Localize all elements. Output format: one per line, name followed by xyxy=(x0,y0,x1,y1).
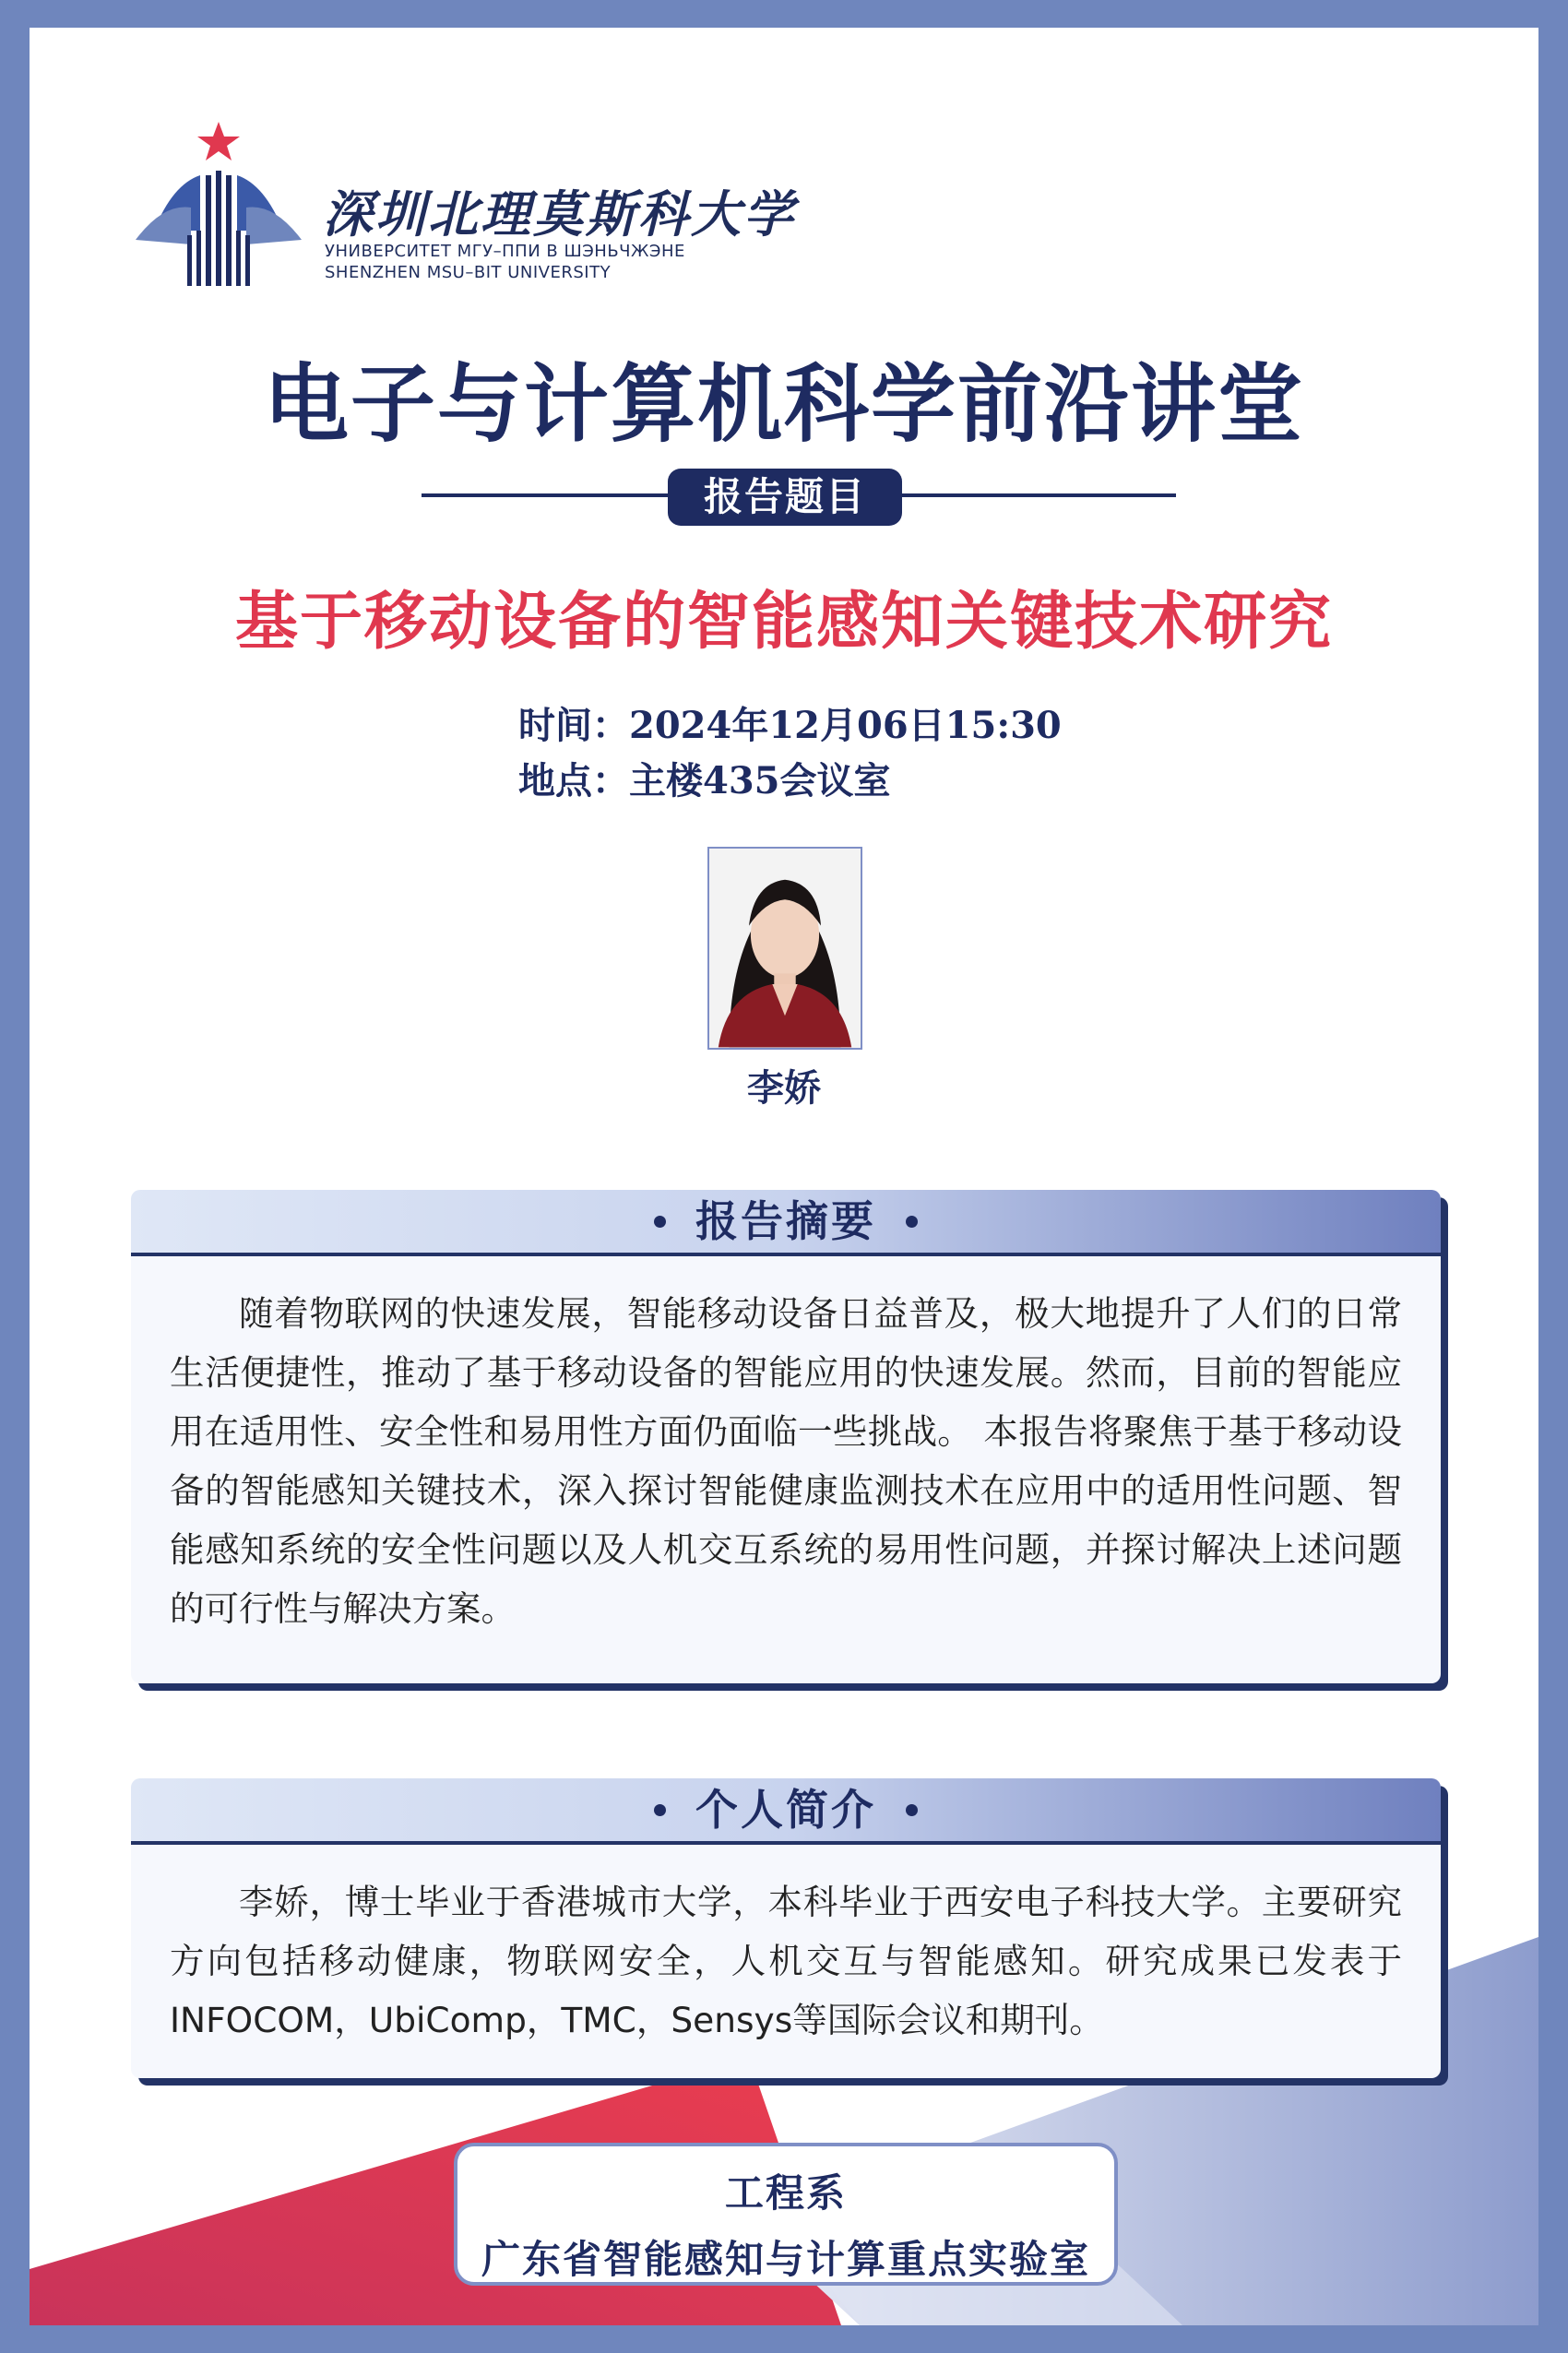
divider-left xyxy=(422,493,703,497)
bullet-dot-icon xyxy=(906,1804,918,1816)
bio-heading: 个人简介 xyxy=(695,1785,876,1835)
poster xyxy=(30,28,1538,2325)
speaker-photo xyxy=(707,847,862,1050)
abstract-text: 随着物联网的快速发展，智能移动设备日益普及，极大地提升了人们的日常生活便捷性，推动了基于移动设备的智能应用的快速发展。然而，目前的智能应用在适用性、安全性和易用性方面仍面临一些挑战。 本报告将聚焦于基于移动设备的智能感知关键技术，深入探讨智能健康监测技术在应用中的适用性问题、智能感知系统的安全性问题以及人机交互系统的易用性问题，并探讨解决上述问题的可行性与解决方案。 xyxy=(170,1293,1402,1629)
topic-label: 报告题目 xyxy=(668,469,902,526)
abstract-header xyxy=(131,1190,1441,1253)
university-logo-icon xyxy=(136,120,302,295)
organizer-lab: 广东省智能感知与计算重点实验室 xyxy=(481,2237,1090,2282)
place-line: 地点：主楼435会议室 xyxy=(518,759,891,802)
bullet-dot-icon xyxy=(654,1216,666,1228)
bio-text: 李娇，博士毕业于香港城市大学，本科毕业于西安电子科技大学。主要研究方向包括移动健康，物联网安全，人机交互与智能感知。研究成果已发表于INFOCOM，UbiComp，TMC，Sensys等国际会议和期刊。 xyxy=(170,1882,1402,2040)
bio-panel xyxy=(131,1778,1441,2078)
time-line: 时间：2024年12月06日15:30 xyxy=(518,704,1062,747)
speaker-portrait-icon xyxy=(709,849,861,1048)
talk-title: 基于移动设备的智能感知关键技术研究 xyxy=(234,586,1333,659)
bullet-dot-icon xyxy=(654,1804,666,1816)
organizer-department: 工程系 xyxy=(724,2170,847,2216)
university-name-ru: УНИВЕРСИТЕТ МГУ–ППИ В ШЭНЬЧЖЭНЕ xyxy=(325,242,685,261)
abstract-heading: 报告摘要 xyxy=(695,1196,876,1246)
divider-right xyxy=(895,493,1176,497)
speaker-name: 李娇 xyxy=(747,1067,821,1110)
organizer-box xyxy=(454,2143,1118,2286)
series-title: 电子与计算机科学前沿讲堂 xyxy=(263,355,1304,454)
university-name-cn: 深圳北理莫斯科大学 xyxy=(323,184,796,244)
abstract-panel xyxy=(131,1190,1441,1683)
university-name-en: SHENZHEN MSU–BIT UNIVERSITY xyxy=(325,263,612,282)
bullet-dot-icon xyxy=(906,1216,918,1228)
bio-header xyxy=(131,1778,1441,1841)
